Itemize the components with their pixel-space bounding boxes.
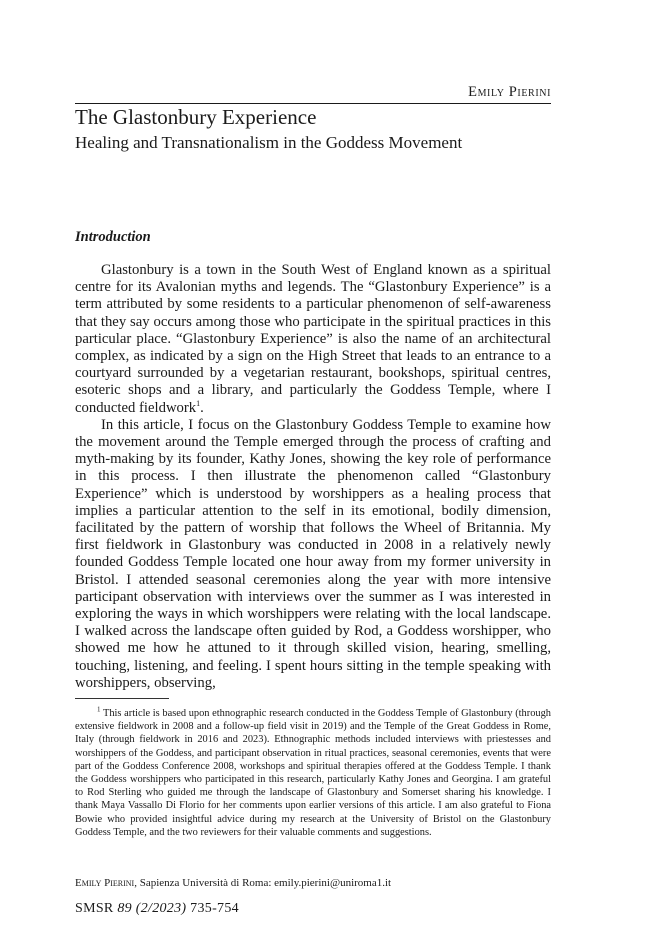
paragraph-text-end: .: [200, 399, 204, 416]
journal-pages: 735-754: [186, 901, 239, 916]
footnote-mark: 1: [97, 705, 101, 714]
article-title: The Glastonbury Experience: [75, 105, 317, 129]
section-heading: Introduction: [75, 229, 151, 245]
footnote-reference[interactable]: 1: [196, 398, 201, 408]
journal-name: SMSR: [75, 901, 118, 916]
paragraph-text: Glastonbury is a town in the South West of England known as a spiritual centre for its Avalonian myths and legends. The “Glastonbury Experience” is a term attributed by some residents to a particular phenomenon of self-awareness that they say occurs among those who participate in the spiritual practices in this particular place. “Glastonbury Experience” is also the name of an architectural complex, as indicated by a sign on the High Street that leads to an entrance to a courtyard surrounded by a vegetarian restaurant, bookshops, spiritual centres, esoteric shops and a library, and particularly the Goddess Temple, where I conducted fieldwork: [75, 262, 551, 416]
article-body: [75, 262, 551, 692]
article-subtitle: Healing and Transnationalism in the Goddess Movement: [75, 133, 463, 152]
body-paragraph: [75, 262, 551, 417]
footnote-rule: [75, 698, 169, 699]
running-head-author: Emily Pierini: [468, 84, 551, 100]
journal-reference: [75, 901, 239, 917]
journal-volume-issue: 89 (2/2023): [117, 901, 187, 916]
footnote-text: This article is based upon ethnographic research conducted in the Goddess Temple of Glastonbury (through extensive fieldwork in 2008 and a follow-up field visit in 2019) and the Temple of the Great Goddess in Rome, Italy (through fieldwork in 2016 and 2023). Ethnographic methods included interviews with priestesses and worshippers of the Goddess, and participant observation in ritual practices, seasonal ceremonies, events that were part of the Goddess Conference 2008, workshops and spiritual therapies offered at the Goddess Temple. I thank the Goddess worshippers who participated in this research, particularly Kathy Jones and Georgina. I am grateful to Rod Sterling who guided me through the landscape of Glastonbury and Somerset sharing his knowledge. I thank Maya Vassallo Di Florio for her comments upon earlier versions of this article. I am also grateful to Fiona Bowie who provided insightful advice during my research at the University of Bristol on the Glastonbury Goddess Temple, and the two reviewers for their valuable comments and suggestions.: [75, 708, 551, 838]
affiliation-details: , Sapienza Università di Roma: emily.pierini@uniroma1.it: [134, 877, 392, 889]
affiliation-author: Emily Pierini: [75, 877, 135, 889]
author-affiliation: [75, 877, 551, 889]
footnote: [75, 707, 551, 839]
body-paragraph: In this article, I focus on the Glastonbury Goddess Temple to examine how the movement around the Temple emerged through the process of crafting and myth-making by its founder, Kathy Jones, showing the key role of performance in this process. I then illustrate the phenomenon called “Glastonbury Experience” which is understood by worshippers as a healing process that implies a particular attention to the self in its emotional, bodily dimension, facilitated by the pattern of worship that follows the Wheel of Britannia. My first fieldwork in Glastonbury was conducted in 2008 in a relatively newly founded Goddess Temple located one hour away from my former university in Bristol. I attended seasonal ceremonies along the year with more intensive participant observation with interviews over the summer as I was interested in exploring the ways in which worshippers were relating with the local landscape. I walked across the landscape often guided by Rod, a Goddess worshipper, who showed me how he attuned to it through skilled vision, hearing, smelling, touching, listening, and feeling. I spent hours sitting in the temple speaking with worshippers, observing,: [75, 416, 551, 691]
